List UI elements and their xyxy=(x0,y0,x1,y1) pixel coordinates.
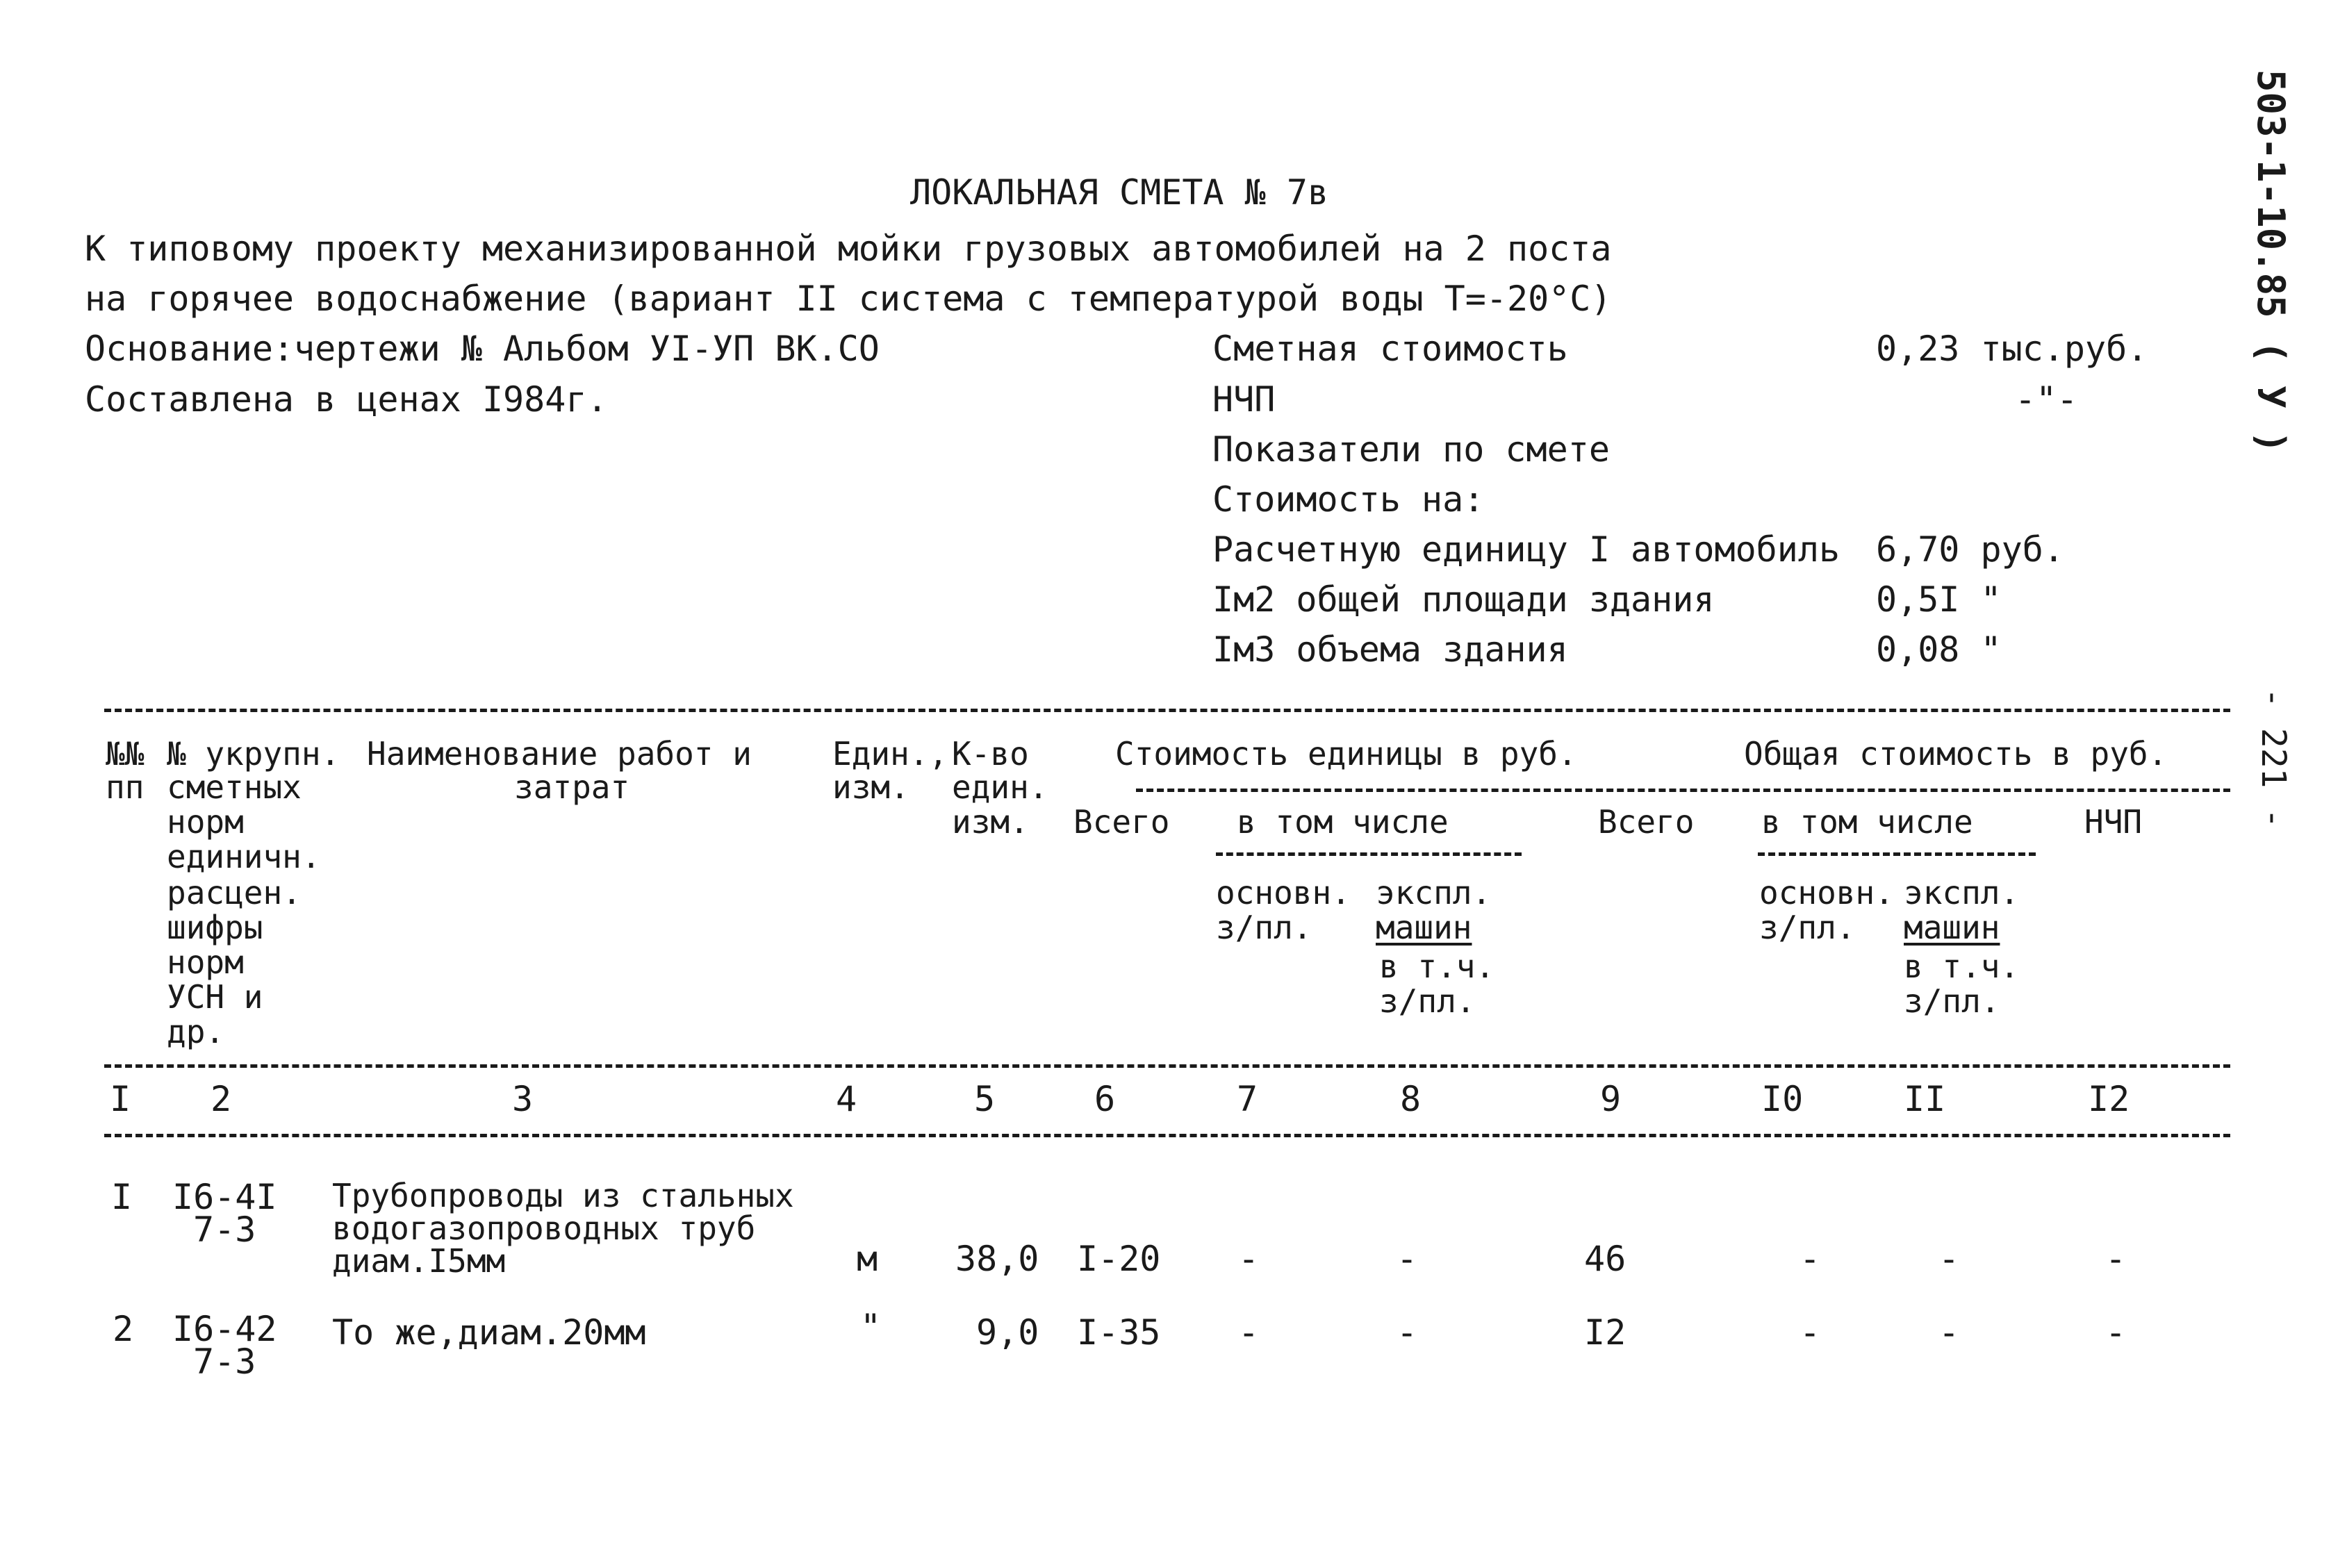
col-number-header: пп xyxy=(106,768,145,806)
unit-machine-cost: - xyxy=(1397,1312,1418,1353)
unit-breakdown-rule xyxy=(1216,852,1522,856)
column-number: 4 xyxy=(836,1079,857,1119)
total-machine-cost: - xyxy=(1938,1239,1960,1279)
column-number: 2 xyxy=(211,1079,232,1119)
prices-line: Составлена в ценах I984г. xyxy=(85,379,608,420)
code-header: единичн. xyxy=(167,838,321,875)
work-name: То же,диам.20мм xyxy=(332,1312,646,1353)
work-name: Трубопроводы из стальных xyxy=(332,1177,794,1214)
column-number: II xyxy=(1904,1079,1946,1119)
total-machine-cost: - xyxy=(1938,1312,1960,1353)
machine-wage-header: з/пл. xyxy=(1904,982,2000,1020)
unit: м xyxy=(857,1239,878,1279)
total-cost: 46 xyxy=(1584,1239,1627,1279)
summary-label: Расчетную единицу I автомобиль xyxy=(1212,529,1840,570)
summary-label: Показатели по смете xyxy=(1212,429,1610,470)
nchp-value: - xyxy=(2105,1239,2127,1279)
total-cost-header: Общая стоимость в руб. xyxy=(1744,735,2168,773)
quantity: 38,0 xyxy=(955,1239,1039,1279)
quantity-header: един. xyxy=(952,768,1048,806)
column-number: I2 xyxy=(2088,1079,2130,1119)
page-number: - 221 - xyxy=(2254,688,2293,829)
total-breakdown-header: в том числе xyxy=(1761,803,1973,841)
code-header: норм xyxy=(167,943,244,981)
quantity-header: изм. xyxy=(952,803,1029,841)
summary-value: 6,70 руб. xyxy=(1876,529,2064,570)
quantity: 9,0 xyxy=(976,1312,1039,1353)
unit-base-wage: - xyxy=(1238,1239,1260,1279)
summary-value: 0,08 " xyxy=(1876,629,2002,670)
unit-base-wage: - xyxy=(1238,1312,1260,1353)
summary-label: Iм3 объема здания xyxy=(1212,629,1568,670)
total-base-wage: - xyxy=(1800,1312,1821,1353)
nchp-value: - xyxy=(2105,1312,2127,1353)
column-number: I0 xyxy=(1761,1079,1804,1119)
col-number-header: №№ xyxy=(106,735,145,773)
column-number: 8 xyxy=(1400,1079,1422,1119)
total-cost: I2 xyxy=(1584,1312,1627,1353)
rate-code-sub: 7-3 xyxy=(193,1210,256,1250)
base-wage-header: з/пл. xyxy=(1216,909,1312,946)
nchp-header: НЧП xyxy=(2084,803,2143,841)
column-number: 5 xyxy=(974,1079,996,1119)
code-header: расцен. xyxy=(167,874,302,911)
code-header: сметных xyxy=(167,768,302,806)
machine-wage-header: в т.ч. xyxy=(1904,948,2020,985)
column-number: I xyxy=(110,1079,131,1119)
unit-machine-cost: - xyxy=(1397,1239,1418,1279)
unit: " xyxy=(860,1307,882,1347)
summary-label: Iм2 общей площади здания xyxy=(1212,579,1715,620)
project-description-line2: на горячее водоснабжение (вариант II система с температурой воды T=-20°C) xyxy=(85,279,1612,319)
total-sum-header: Всего xyxy=(1598,803,1695,841)
code-header: № укрупн. xyxy=(167,735,340,773)
table-top-rule xyxy=(104,709,2230,712)
unit-header: изм. xyxy=(832,768,909,806)
base-wage-header: з/пл. xyxy=(1759,909,1856,946)
total-breakdown-rule xyxy=(1758,852,2036,856)
rate-code-sub: 7-3 xyxy=(193,1342,256,1382)
column-numbers-rule xyxy=(104,1134,2230,1137)
work-name: водогазопроводных труб xyxy=(332,1210,756,1247)
base-wage-header: основн. xyxy=(1759,874,1894,911)
column-number: 6 xyxy=(1094,1079,1116,1119)
basis-line: Основание:чертежи № Альбом УI-УП ВК.СО xyxy=(85,329,880,369)
work-name-header: затрат xyxy=(514,768,630,806)
unit-total: I-20 xyxy=(1077,1239,1161,1279)
quantity-header: К-во xyxy=(952,735,1029,773)
header-bottom-rule xyxy=(104,1064,2230,1068)
summary-label: НЧП xyxy=(1212,379,1276,420)
summary-value: 0,5I " xyxy=(1876,579,2002,620)
machine-operation-header: машин xyxy=(1904,909,2000,946)
work-name-header: Наименование работ и xyxy=(367,735,752,773)
code-header: УСН и xyxy=(167,978,263,1016)
machine-wage-header: з/пл. xyxy=(1379,982,1476,1020)
unit-breakdown-header: в том числе xyxy=(1237,803,1449,841)
machine-operation-header: экспл. xyxy=(1904,874,2020,911)
cost-subheader-rule xyxy=(1136,789,2230,792)
row-number: 2 xyxy=(113,1309,134,1349)
code-header: норм xyxy=(167,803,244,841)
document-code: 503-1-10.85 ( У ) xyxy=(2249,69,2293,454)
column-number: 9 xyxy=(1600,1079,1622,1119)
rate-code: I6-4I xyxy=(172,1177,277,1217)
rate-code: I6-42 xyxy=(172,1309,277,1349)
summary-value: -"- xyxy=(2015,379,2078,420)
code-header: др. xyxy=(167,1013,225,1050)
machine-operation-header: машин xyxy=(1376,909,1472,946)
code-header: шифры xyxy=(167,909,263,946)
total-base-wage: - xyxy=(1800,1239,1821,1279)
work-name: диам.I5мм xyxy=(332,1242,506,1280)
unit-header: Един., xyxy=(832,735,948,773)
column-number: 7 xyxy=(1237,1079,1258,1119)
row-number: I xyxy=(111,1177,133,1217)
unit-cost-header: Стоимость единицы в руб. xyxy=(1115,735,1577,773)
summary-label: Стоимость на: xyxy=(1212,479,1485,520)
base-wage-header: основн. xyxy=(1216,874,1351,911)
machine-wage-header: в т.ч. xyxy=(1379,948,1495,985)
unit-total-header: Всего xyxy=(1073,803,1170,841)
project-description-line1: К типовому проекту механизированной мойки грузовых автомобилей на 2 поста xyxy=(85,229,1612,269)
document-title: ЛОКАЛЬНАЯ СМЕТА № 7в xyxy=(910,172,1329,213)
summary-label: Сметная стоимость xyxy=(1212,329,1568,369)
unit-total: I-35 xyxy=(1077,1312,1161,1353)
machine-operation-header: экспл. xyxy=(1376,874,1492,911)
column-number: 3 xyxy=(512,1079,534,1119)
summary-value: 0,23 тыс.руб. xyxy=(1876,329,2148,369)
